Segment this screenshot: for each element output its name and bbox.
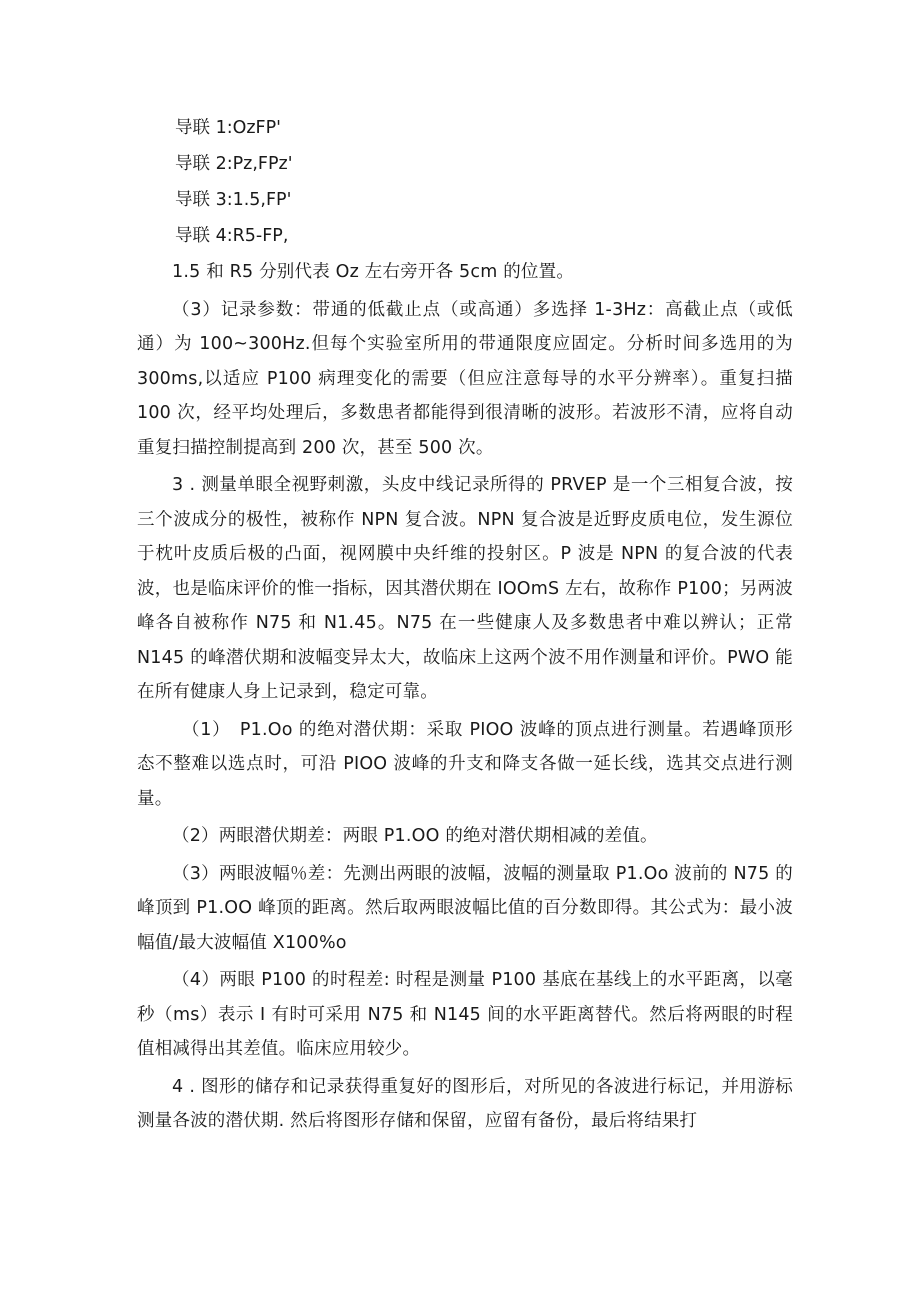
lead-line-3: 导联 3:1.5,FP' (175, 190, 292, 210)
paragraph-item-4: （4）两眼 P100 的时程差: 时程是测量 P100 基底在基线上的水平距离，以毫秒（ms）表示 I 有时可采用 N75 和 N145 间的水平距离替代。然后将两眼的时程值相减得出其差值。临床应用较少。 (137, 970, 793, 1059)
paragraph-recording-params: （3）记录参数：带通的低截止点（或高通）多选择 1-3Hz：高截止点（或低通）为 100~300Hz.但每个实验室所用的带通限度应固定。分析时间多选用的为 300ms,以适应 P100 病理变化的需要（但应注意每导的水平分辨率）。重复扫描 100 次，经平均处理后，多数患者都能得到很清晰的波形。若波形不清，应将自动重复扫描控制提高到 200 次，甚至 500 次。 (137, 299, 793, 458)
paragraph-item-1: （1） P1.Oo 的绝对潜伏期：采取 PIOO 波峰的顶点进行测量。若遇峰顶形态不整难以选点时，可沿 PIOO 波峰的升支和降支各做一延长线，选其交点进行测量。 (137, 719, 793, 809)
paragraph-position-note: 1.5 和 R5 分别代表 Oz 左右旁开各 5cm 的位置。 (172, 262, 575, 282)
paragraph-item-2: （2）两眼潜伏期差：两眼 P1.OO 的绝对潜伏期相减的差值。 (172, 826, 658, 846)
body-text (137, 255, 793, 1139)
lead-line-2: 导联 2:Pz,FPz' (175, 154, 293, 174)
lead-line-4: 导联 4:R5-FP, (175, 226, 289, 246)
paragraph-storage: 4 . 图形的储存和记录获得重复好的图形后，对所见的各波进行标记，并用游标测量各波的潜伏期. 然后将图形存储和保留，应留有备份，最后将结果打 (137, 1076, 793, 1131)
lead-line-1: 导联 1:OzFP' (175, 118, 281, 138)
paragraph-item-3: （3）两眼波幅％差：先测出两眼的波幅，波幅的测量取 P1.Oo 波前的 N75 的峰顶到 P1.OO 峰顶的距离。然后取两眼波幅比值的百分数即得。其公式为：最小波幅值/最大波幅值 X100%o (137, 863, 793, 953)
paragraph-measurement: 3 . 测量单眼全视野刺激，头皮中线记录所得的 PRVEP 是一个三相复合波，按三个波成分的极性，被称作 NPN 复合波。NPN 复合波是近野皮质电位，发生源位于枕叶皮质后极的凸面，视网膜中央纤维的投射区。P 波是 NPN 的复合波的代表波，也是临床评价的惟一指标，因其潜伏期在 IOOmS 左右，故称作 P100；另两波峰各自被称作 N75 和 N1.45。N75 在一些健康人及多数患者中难以辨认；正常 N145 的峰潜伏期和波幅变异太大，故临床上这两个波不用作测量和评价。PWO 能在所有健康人身上记录到，稳定可靠。 (137, 475, 793, 702)
